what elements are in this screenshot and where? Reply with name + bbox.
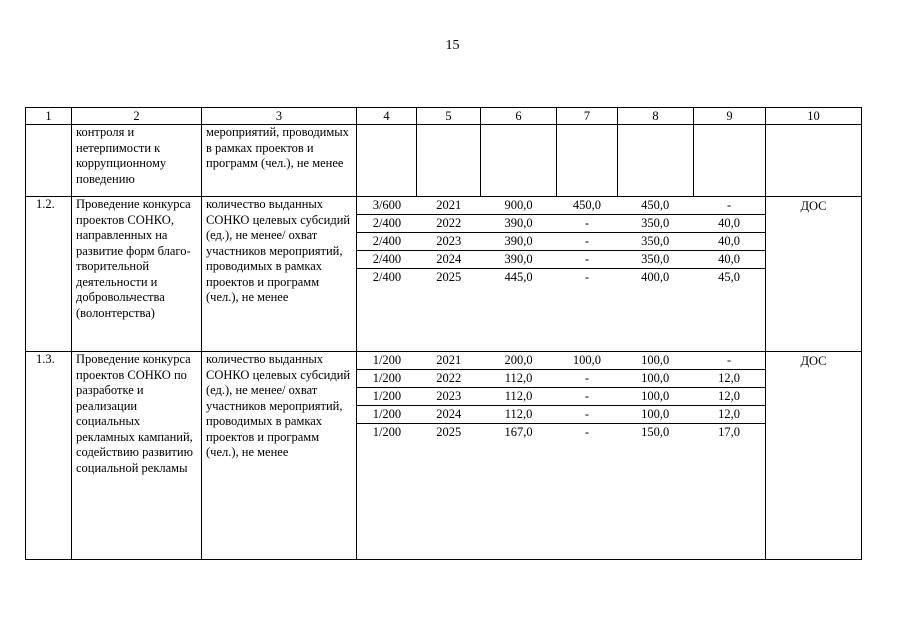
header-cell: 1	[26, 108, 72, 125]
value-cell: -	[584, 270, 589, 284]
year-row	[357, 388, 765, 406]
value-cell: 2022	[417, 215, 481, 233]
year-row	[357, 251, 765, 269]
value-cell: -	[556, 406, 617, 424]
header-cell: 6	[481, 108, 557, 125]
value-cell: 1/200	[357, 388, 417, 406]
header-cell: 5	[417, 108, 481, 125]
header-cell: 2	[72, 108, 202, 125]
continuation-name: контроля и нетерпимости к коррупционному поведению	[72, 125, 202, 197]
source-cell: ДОС	[766, 197, 862, 352]
value-cell: 45,0	[718, 270, 740, 284]
value-cell: 100,0	[617, 352, 693, 370]
value-cell: 100,0	[617, 406, 693, 424]
header-cell: 3	[202, 108, 357, 125]
value-cell: 2022	[417, 370, 481, 388]
header-cell: 8	[618, 108, 694, 125]
row-number: 1.2.	[26, 197, 72, 352]
value-cell: 450,0	[617, 197, 693, 215]
empty-cell	[694, 125, 766, 197]
year-row	[357, 406, 765, 424]
value-cell: 390,0	[481, 251, 557, 269]
value-cell: 2021	[417, 197, 481, 215]
value-cell: 2/400	[357, 251, 417, 269]
year-row	[357, 197, 765, 215]
row-indicator: количество выданных СОНКО целевых субсидий (ед.), не менее/ охват участников мероприятий, проводимых в рамках проектов и программ (чел.), не менее	[202, 197, 357, 352]
value-cell: 2/400	[357, 215, 417, 233]
yearly-values	[357, 197, 766, 352]
value-cell: 350,0	[617, 215, 693, 233]
year-row	[357, 424, 765, 442]
header-cell: 10	[766, 108, 862, 125]
source-cell: ДОС	[766, 352, 862, 560]
value-cell: 390,0	[481, 215, 557, 233]
header-cell: 4	[357, 108, 417, 125]
yearly-values-table	[357, 197, 765, 286]
value-cell: 100,0	[556, 352, 617, 370]
value-cell: 445,0	[504, 270, 533, 284]
value-cell: 2025	[436, 270, 462, 284]
value-cell: 350,0	[617, 233, 693, 251]
empty-cell	[357, 125, 417, 197]
year-row	[357, 215, 765, 233]
year-row	[357, 233, 765, 251]
continuation-indicator: мероприятий, проводимых в рамках проектов и программ (чел.), не менее	[202, 125, 357, 197]
table-row	[26, 352, 862, 560]
value-cell: -	[693, 197, 765, 215]
value-cell: -	[556, 233, 617, 251]
header-row	[26, 108, 862, 125]
value-cell: 200,0	[481, 352, 557, 370]
year-row	[357, 269, 765, 287]
value-cell: 2021	[417, 352, 481, 370]
empty-cell	[417, 125, 481, 197]
yearly-values	[357, 352, 766, 560]
empty-cell	[766, 125, 862, 197]
value-cell: 112,0	[481, 370, 557, 388]
value-cell: 2023	[417, 388, 481, 406]
value-cell: 40,0	[693, 215, 765, 233]
value-cell: 2023	[417, 233, 481, 251]
value-cell: 2/400	[372, 270, 402, 284]
empty-cell	[481, 125, 557, 197]
value-cell: -	[556, 388, 617, 406]
value-cell: 112,0	[481, 388, 557, 406]
value-cell: 100,0	[617, 370, 693, 388]
value-cell: 167,0	[504, 425, 533, 439]
value-cell: 1/200	[357, 352, 417, 370]
value-cell: 390,0	[481, 233, 557, 251]
table-row	[26, 197, 862, 352]
page-number: 15	[445, 38, 460, 53]
value-cell: 150,0	[641, 425, 670, 439]
value-cell: 12,0	[693, 370, 765, 388]
value-cell: 17,0	[718, 425, 740, 439]
program-table	[25, 107, 862, 560]
row-indicator: количество выданных СОНКО целевых субсидий (ед.), не менее/ охват участников мероприятий, проводимых в рамках проектов и программ (чел.), не менее	[202, 352, 357, 560]
empty-cell	[618, 125, 694, 197]
value-cell: 2025	[436, 425, 462, 439]
year-row	[357, 370, 765, 388]
value-cell: -	[693, 352, 765, 370]
value-cell: 900,0	[481, 197, 557, 215]
value-cell: 40,0	[693, 233, 765, 251]
value-cell: -	[556, 370, 617, 388]
row-number: 1.3.	[26, 352, 72, 560]
value-cell: 112,0	[481, 406, 557, 424]
empty-cell	[26, 125, 72, 197]
row-name: Проведение конкурса проектов СОНКО, направленных на развитие форм благотворительной деятельности и добровольчества (волонтерства)	[72, 197, 202, 352]
value-cell: 12,0	[693, 388, 765, 406]
value-cell: 3/600	[357, 197, 417, 215]
value-cell: 2024	[417, 406, 481, 424]
year-row	[357, 352, 765, 370]
value-cell: -	[556, 251, 617, 269]
continuation-row	[26, 125, 862, 197]
header-cell: 9	[694, 108, 766, 125]
value-cell: 2024	[417, 251, 481, 269]
header-cell: 7	[557, 108, 618, 125]
value-cell: 400,0	[641, 270, 670, 284]
empty-cell	[557, 125, 618, 197]
value-cell: 1/200	[357, 370, 417, 388]
yearly-values-table	[357, 352, 765, 441]
value-cell: 350,0	[617, 251, 693, 269]
row-name: Проведение конкурса проектов СОНКО по разработке и реализации социальных рекламных кампаний, содействию развитию социальной рекламы	[72, 352, 202, 560]
value-cell: 40,0	[693, 251, 765, 269]
value-cell: 2/400	[357, 233, 417, 251]
value-cell: 450,0	[556, 197, 617, 215]
value-cell: -	[556, 215, 617, 233]
value-cell: 12,0	[693, 406, 765, 424]
value-cell: 1/200	[372, 425, 402, 439]
value-cell: 100,0	[617, 388, 693, 406]
value-cell: -	[584, 425, 589, 439]
value-cell: 1/200	[357, 406, 417, 424]
